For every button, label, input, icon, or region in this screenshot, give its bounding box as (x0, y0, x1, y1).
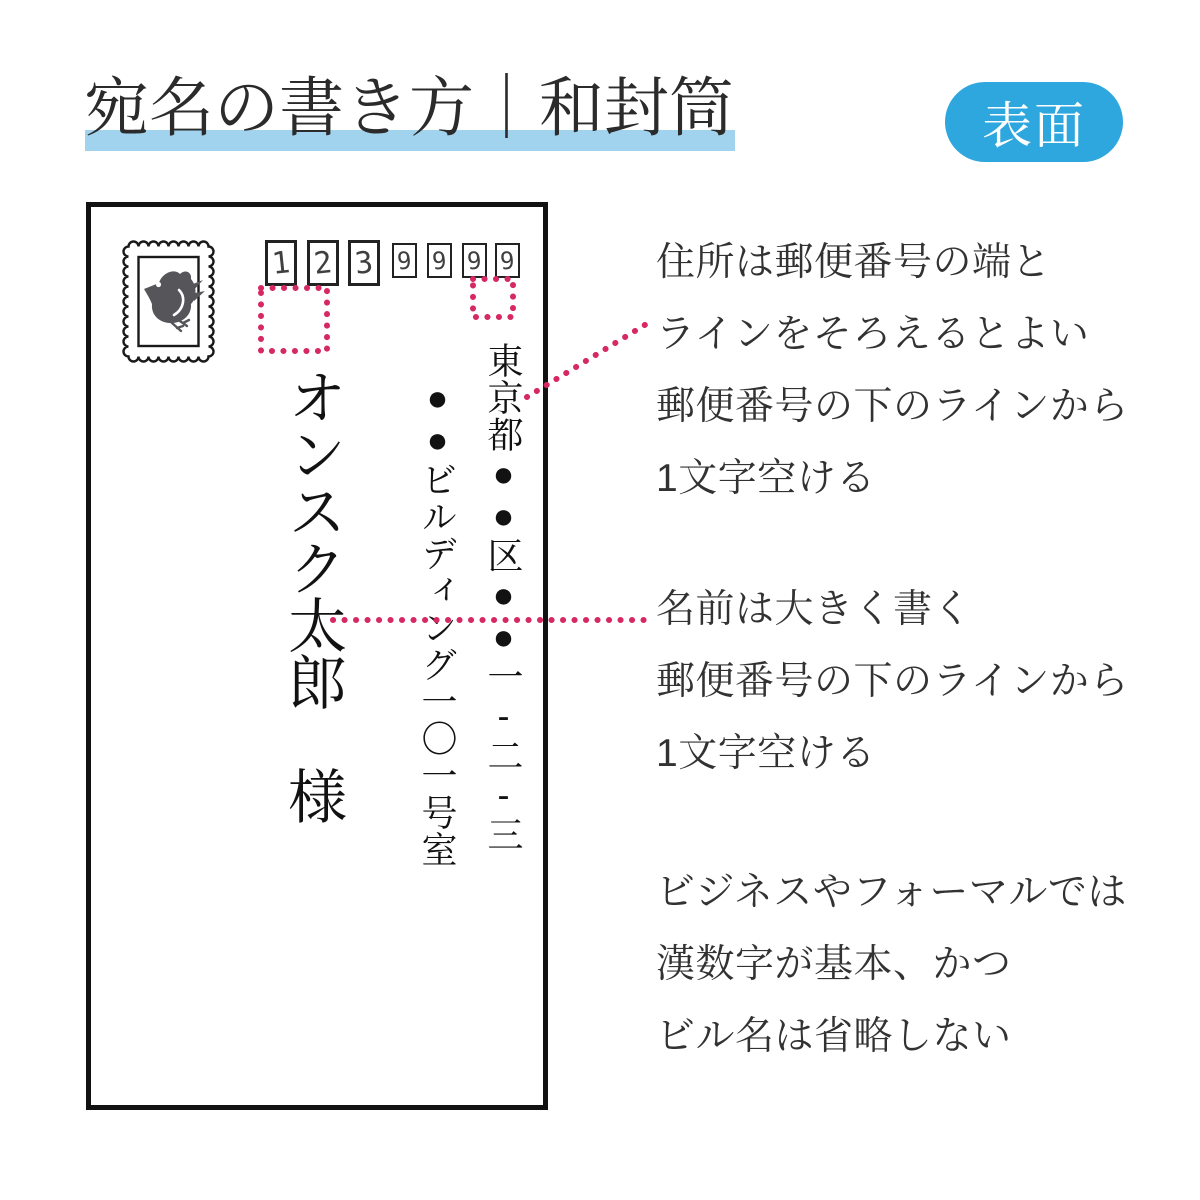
annotation-line: 郵便番号の下のラインから (656, 660, 1129, 703)
annotation-line: 漢数字が基本、かつ (656, 943, 1012, 986)
annotation-line: 1文字空ける (656, 457, 876, 500)
postal-digit: 9 (431, 246, 448, 275)
annotation-line: ビジネスやフォーマルでは (656, 871, 1127, 914)
annotation-line: 住所は郵便番号の端と (656, 241, 1052, 284)
recipient-name: オンスク太郎 様 (279, 367, 345, 823)
address-line-prefecture: 東京都●●区●●一-二-三 (483, 342, 524, 853)
postal-code-box (307, 240, 339, 286)
side-badge (945, 82, 1123, 162)
address-line-building: ●●ビルディング一〇一号室 (417, 377, 458, 868)
address-note (656, 227, 1129, 515)
postal-code-box (462, 243, 487, 278)
stamp-bird-eye (156, 282, 161, 287)
annotation-line: 郵便番号の下のラインから (656, 385, 1129, 428)
postal-digit: 3 (353, 244, 375, 282)
postal-code-box (265, 240, 297, 286)
postal-code-box (495, 243, 520, 278)
name-note (656, 574, 1129, 790)
postal-code-box (392, 243, 417, 278)
side-badge-label: 表面 (982, 98, 1086, 154)
annotation-line: ラインをそろえるとよい (656, 313, 1090, 356)
postal-code-box (348, 240, 380, 286)
annotation-line: 名前は大きく書く (656, 588, 973, 631)
postal-digit: 9 (499, 246, 516, 275)
bird-stamp-icon (122, 240, 215, 363)
annotation-line: ビル名は省略しない (656, 1015, 1012, 1058)
annotation-line: 1文字空ける (656, 732, 876, 775)
page-title: 宛名の書き方｜和封筒 (84, 71, 735, 144)
format-note (656, 857, 1127, 1073)
postal-digit: 1 (270, 244, 292, 282)
postal-digit: 9 (466, 246, 483, 275)
postal-digit: 2 (312, 244, 334, 282)
envelope (86, 202, 548, 1110)
postal-digit: 9 (396, 246, 413, 275)
postal-code-box (427, 243, 452, 278)
